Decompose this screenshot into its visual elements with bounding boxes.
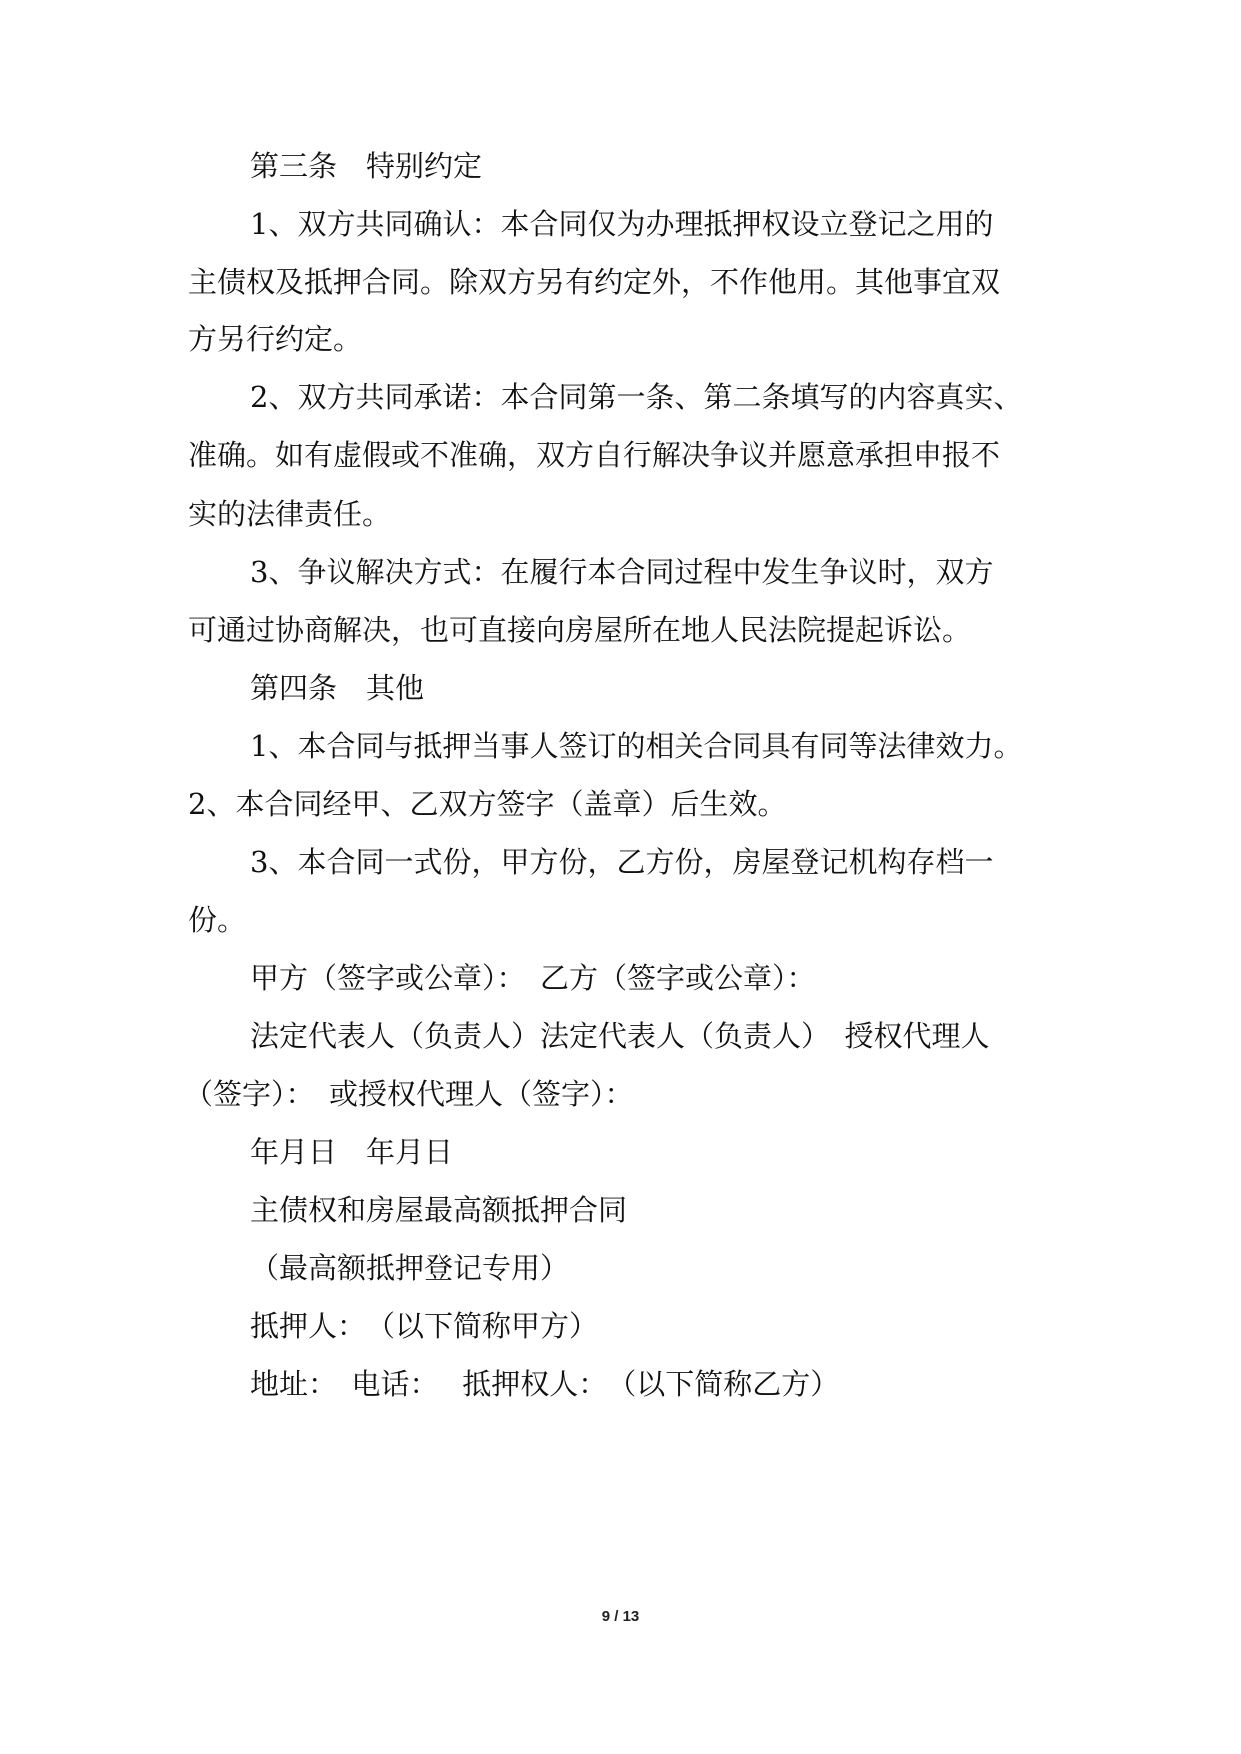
paragraph-line: 3、本合同一式份，甲方份，乙方份，房屋登记机构存档一 (250, 845, 994, 879)
signature-dates-line: 年月日 年月日 (250, 1135, 454, 1169)
paragraph-line: 1、双方共同确认：本合同仅为办理抵押权设立登记之用的 (250, 207, 994, 241)
signature-representatives-line: 法定代表人（负责人）法定代表人（负责人） 授权代理人 (250, 1019, 990, 1053)
signature-agents-line: （签字）： 或授权代理人（签字）： (184, 1077, 634, 1111)
contract-subtitle: （最高额抵押登记专用） (250, 1251, 570, 1285)
paragraph-line: 1、本合同与抵押当事人签订的相关合同具有同等法律效力。 (250, 729, 1023, 763)
paragraph-line: 可通过协商解决，也可直接向房屋所在地人民法院提起诉讼。 (188, 613, 972, 647)
paragraph-line: 2、本合同经甲、乙双方签字（盖章）后生效。 (188, 787, 787, 821)
signature-parties-line: 甲方（签字或公章）： 乙方（签字或公章）： (250, 961, 816, 995)
mortgagor-line: 抵押人： （以下简称甲方） (250, 1309, 599, 1343)
paragraph-line: 准确。如有虚假或不准确，双方自行解决争议并愿意承担申报不 (188, 438, 1001, 472)
paragraph-line: 主债权及抵押合同。除双方另有约定外，不作他用。其他事宜双 (188, 265, 1001, 299)
page-number: 9 / 13 (601, 1608, 640, 1625)
address-phone-line: 地址： 电话： 抵押权人： （以下简称乙方） (250, 1367, 840, 1401)
paragraph-line: 实的法律责任。 (188, 497, 392, 531)
section-heading-article-3: 第三条 特别约定 (250, 149, 483, 183)
paragraph-line: 份。 (188, 903, 247, 937)
contract-title: 主债权和房屋最高额抵押合同 (250, 1193, 628, 1227)
section-heading-article-4: 第四条 其他 (250, 671, 425, 705)
paragraph-line: 方另行约定。 (188, 322, 363, 356)
paragraph-line: 2、双方共同承诺：本合同第一条、第二条填写的内容真实、 (250, 380, 1023, 414)
paragraph-line: 3、争议解决方式：在履行本合同过程中发生争议时，双方 (250, 555, 994, 589)
